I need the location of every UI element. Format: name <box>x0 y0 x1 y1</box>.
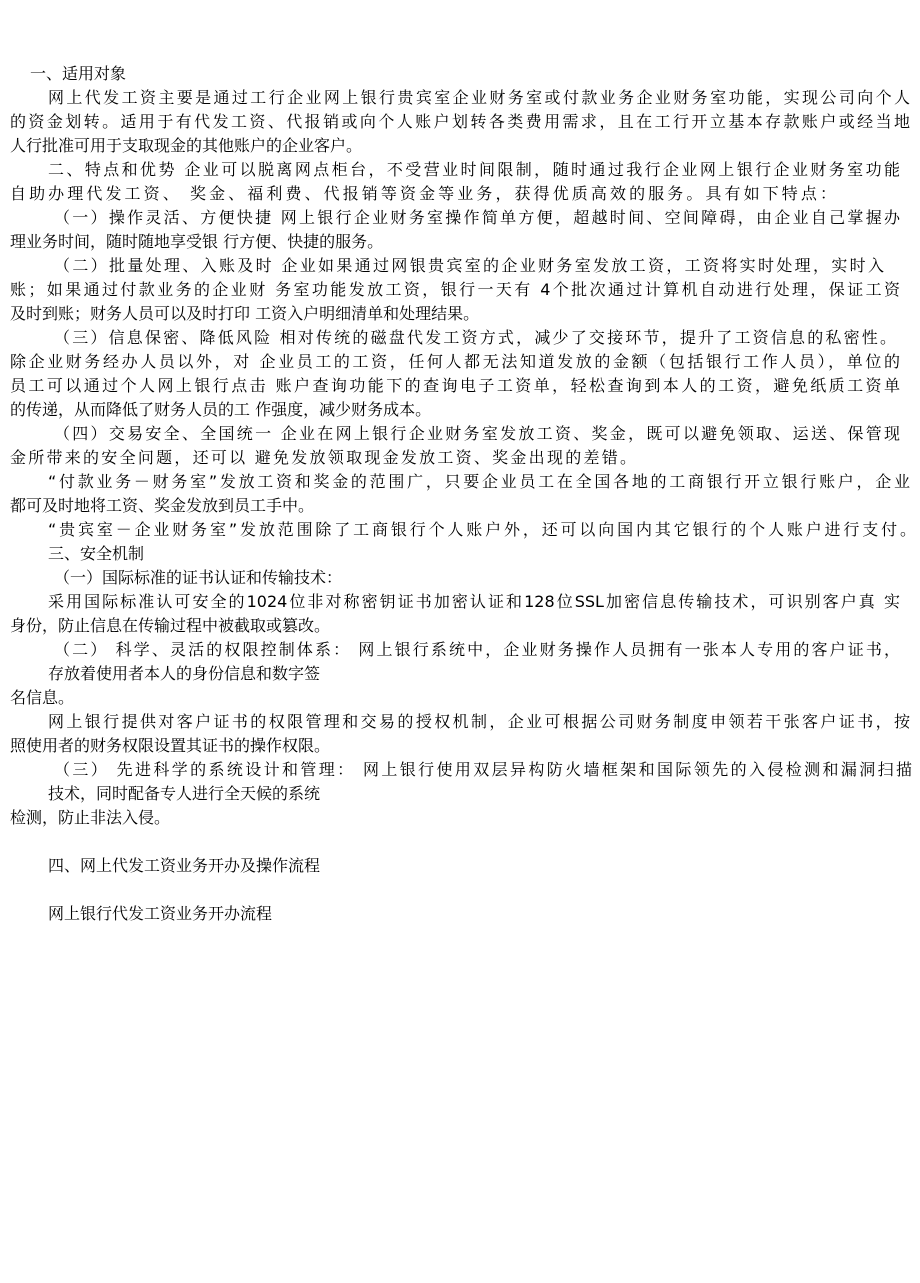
heading-applicable-objects: 一、适用对象 <box>30 64 127 83</box>
paragraph-line: （二） 科学、灵活的权限控制体系： 网上银行系统中，企业财务操作人员拥有一张本人专用的客户证书， <box>54 640 900 659</box>
paragraph-line: 网上银行提供对客户证书的权限管理和交易的授权机制，企业可根据公司财务制度申领若干张客户证书，按 <box>48 712 910 731</box>
paragraph-line: 都可及时地将工资、奖金发放到员工手中。 <box>10 496 315 515</box>
paragraph-line: 自助办理代发工资、 奖金、福利费、代报销等资金等业务，获得优质高效的服务。具有如下特点： <box>10 184 836 203</box>
paragraph-line: 的传递，从而降低了财务人员的工 作强度，减少财务成本。 <box>10 400 432 419</box>
subheading-line: （一）国际标准的证书认证和传输技术： <box>54 568 343 587</box>
paragraph-line: 金所带来的安全问题，还可以 避免发放领取现金发放工资、奖金出现的差错。 <box>10 448 636 467</box>
paragraph-line: （一）操作灵活、方便快捷 网上银行企业财务室操作简单方便，超越时间、空间障碍，由企业自己掌握办 <box>54 208 900 227</box>
paragraph-line: “贵宾室－企业财务室”发放范围除了工商银行个人账户外，还可以向国内其它银行的个人账户进行支付。 <box>48 520 916 539</box>
paragraph-line: （三） 先进科学的系统设计和管理： 网上银行使用双层异构防火墙框架和国际领先的入侵检测和漏洞扫描 <box>54 760 912 779</box>
paragraph-line: “付款业务－财务室”发放工资和奖金的范围广，只要企业员工在全国各地的工商银行开立银行账户，企业 <box>48 472 910 491</box>
paragraph-line: 名信息。 <box>10 688 75 707</box>
paragraph-line: 检测，防止非法入侵。 <box>10 808 171 827</box>
paragraph-line: 账；如果通过付款业务的企业财 务室功能发放工资，银行一天有 4个批次通过计算机自动进行处理，保证工资 <box>10 280 900 299</box>
paragraph-line: （三）信息保密、降低风险 相对传统的磁盘代发工资方式，减少了交接环节，提升了工资信息的私密性。 <box>54 328 896 347</box>
heading-features-line: 二、特点和优势 企业可以脱离网点柜台，不受营业时间限制，随时通过我行企业网上银行企业财务室功能 <box>48 160 900 179</box>
paragraph-line: 照使用者的财务权限设置其证书的操作权限。 <box>10 736 331 755</box>
heading-process: 四、网上代发工资业务开办及操作流程 <box>48 856 321 875</box>
heading-opening-process: 网上银行代发工资业务开办流程 <box>48 904 273 923</box>
paragraph-line: 人行批准可用于支取现金的其他账户的企业客户。 <box>10 136 363 155</box>
paragraph-line: （二）批量处理、入账及时 企业如果通过网银贵宾室的企业财务室发放工资，工资将实时处理，实时入 <box>54 256 884 275</box>
paragraph-line: 技术，同时配备专人进行全天候的系统 <box>48 784 321 803</box>
paragraph-line: （四）交易安全、全国统一 企业在网上银行企业财务室发放工资、奖金，既可以避免领取、运送、保管现 <box>54 424 900 443</box>
paragraph-line: 理业务时间，随时随地享受银 行方便、快捷的服务。 <box>10 232 384 251</box>
paragraph-line: 及时到账；财务人员可以及时打印 工资入户明细清单和处理结果。 <box>10 304 480 323</box>
paragraph-line: 的资金划转。适用于有代发工资、代报销或向个人账户划转各类费用需求，且在工行开立基本存款账户或经当地 <box>10 112 910 131</box>
heading-security-mechanism: 三、安全机制 <box>48 544 145 563</box>
paragraph-line: 员工可以通过个人网上银行点击 账户查询功能下的查询电子工资单，轻松查询到本人的工资，避免纸质工资单 <box>10 376 900 395</box>
paragraph-line: 身份，防止信息在传输过程中被截取或篡改。 <box>10 616 331 635</box>
paragraph-line: 存放着使用者本人的身份信息和数字签 <box>48 664 321 683</box>
paragraph-line: 采用国际标准认可安全的1024位非对称密钥证书加密认证和128位SSL加密信息传输技术，可识别客户真 实 <box>48 592 900 611</box>
paragraph-line: 除企业财务经办人员以外，对 企业员工的工资，任何人都无法知道发放的金额（包括银行工作人员），单位的 <box>10 352 900 371</box>
paragraph-line: 网上代发工资主要是通过工行企业网上银行贵宾室企业财务室或付款业务企业财务室功能，实现公司向个人 <box>48 88 910 107</box>
